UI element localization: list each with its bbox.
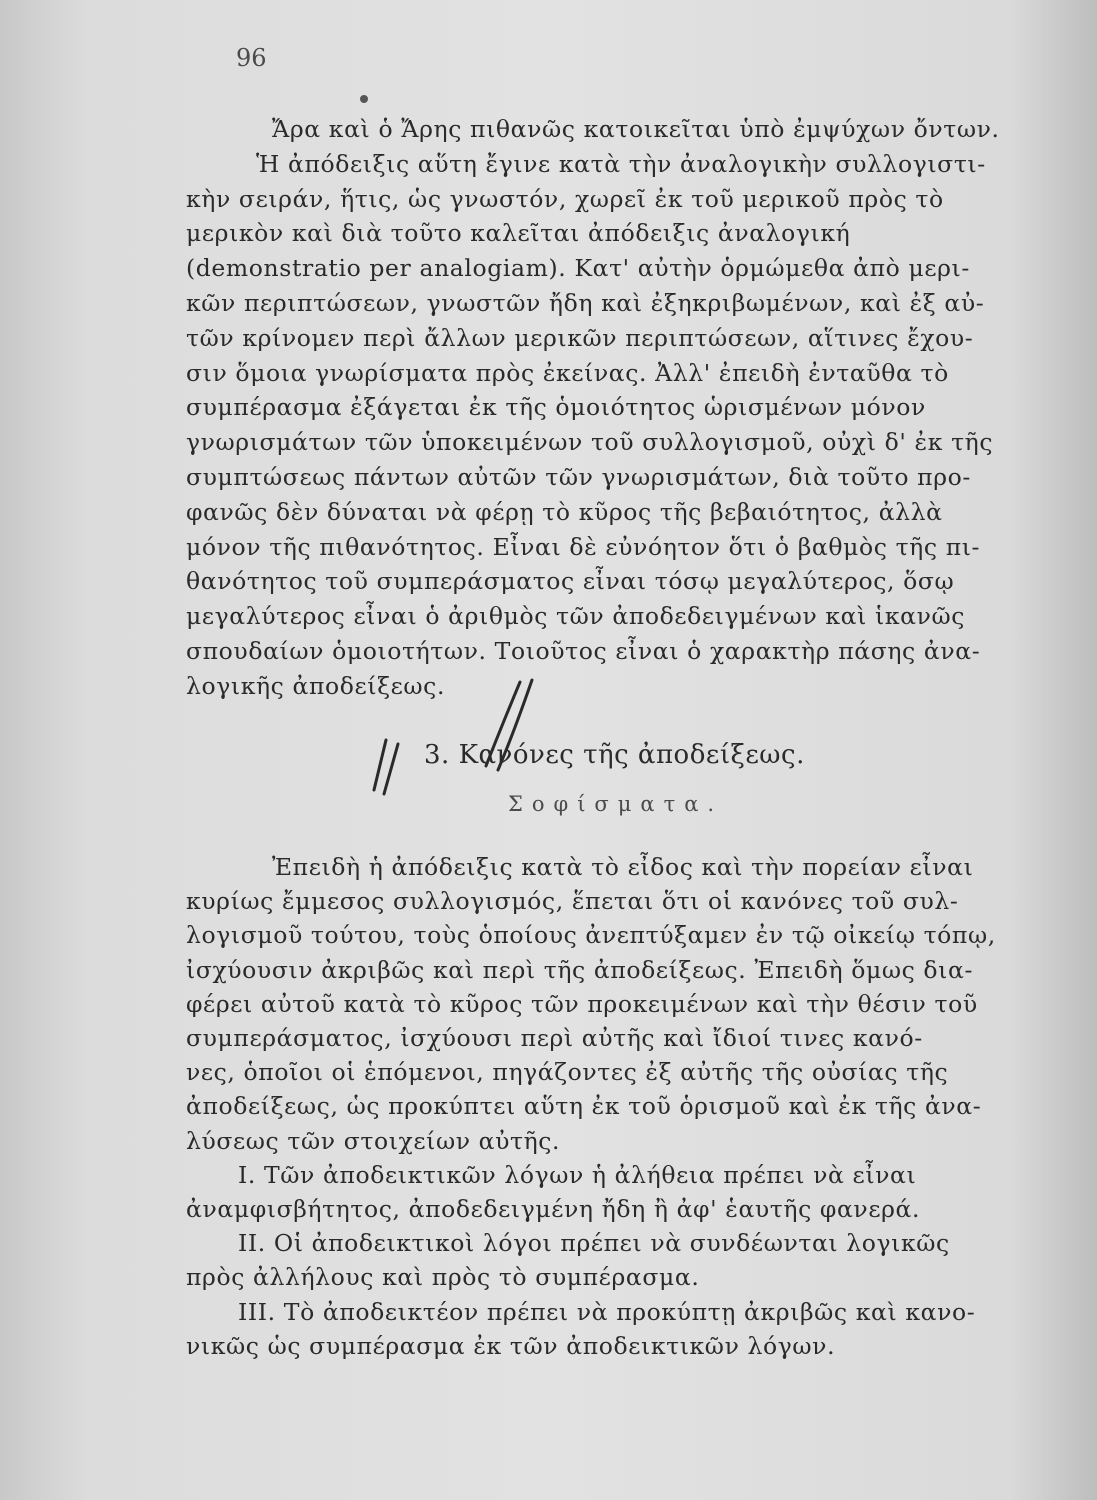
text-line: γνωρισμάτων τῶν ὑποκειμένων τοῦ συλλογισμοῦ, οὐχὶ δ' ἐκ τῆς bbox=[186, 428, 994, 457]
text-line: ἀποδείξεως, ὡς προκύπτει αὕτη ἐκ τοῦ ὁρισμοῦ καὶ ἐκ τῆς ἀνα- bbox=[186, 1092, 982, 1121]
text-line: φανῶς δὲν δύναται νὰ φέρῃ τὸ κῦρος τῆς βεβαιότητος, ἀλλὰ bbox=[186, 497, 943, 526]
text-line: ἰσχύουσιν ἀκριβῶς καὶ περὶ τῆς ἀποδείξεως. Ἐπειδὴ ὅμως δια- bbox=[186, 955, 974, 984]
text-line: τῶν κρίνομεν περὶ ἄλλων μερικῶν περιπτώσεων, αἵτινες ἔχου- bbox=[186, 323, 974, 352]
text-line: συμπεράσματος, ἰσχύουσι περὶ αὐτῆς καὶ ἴδιοί τινες κανό- bbox=[186, 1024, 923, 1053]
text-line: νες, ὁποῖοι οἱ ἑπόμενοι, πηγάζοντες ἐξ αὐτῆς τῆς οὐσίας τῆς bbox=[186, 1058, 949, 1087]
text-line: φέρει αὐτοῦ κατὰ τὸ κῦρος τῶν προκειμένων καὶ τὴν θέσιν τοῦ bbox=[186, 989, 978, 1018]
rule-3-line: νικῶς ὡς συμπέρασμα ἐκ τῶν ἀποδεικτικῶν λόγων. bbox=[186, 1331, 836, 1360]
paragraph-rules-of-proof bbox=[186, 850, 1056, 1363]
rule-1-line: I. Τῶν ἀποδεικτικῶν λόγων ἡ ἀλήθεια πρέπει νὰ εἶναι bbox=[238, 1160, 917, 1189]
text-line: λύσεως τῶν στοιχείων αὐτῆς. bbox=[186, 1126, 561, 1155]
rule-1-line: ἀναμφισβήτητος, ἀποδεδειγμένη ἤδη ἢ ἀφ' ἑαυτῆς φανερά. bbox=[186, 1195, 921, 1224]
text-line: θανότητος τοῦ συμπεράσματος εἶναι τόσῳ μεγαλύτερος, ὅσῳ bbox=[186, 567, 955, 596]
handwritten-slash-marks bbox=[370, 670, 560, 800]
section-subheading: Σοφίσματα. bbox=[508, 792, 724, 816]
text-line: σιν ὅμοια γνωρίσματα πρὸς ἐκείνας. Ἀλλ' ἐπειδὴ ἐνταῦθα τὸ bbox=[186, 358, 949, 387]
rule-3-line: III. Τὸ ἀποδεικτέον πρέπει νὰ προκύπτῃ ἀκριβῶς καὶ κανο- bbox=[238, 1297, 976, 1326]
text-line: συμπτώσεως πάντων αὐτῶν τῶν γνωρισμάτων, διὰ τοῦτο προ- bbox=[186, 462, 971, 491]
text-line: σπουδαίων ὁμοιοτήτων. Τοιοῦτος εἶναι ὁ χαρακτὴρ πάσης ἀνα- bbox=[186, 636, 981, 665]
rule-2-line: II. Οἱ ἀποδεικτικοὶ λόγοι πρέπει νὰ συνδέωνται λογικῶς bbox=[238, 1229, 950, 1258]
text-line: (demonstratio per analogiam). Κατ' αὐτὴν ὁρμώμεθα ἀπὸ μερι- bbox=[186, 254, 970, 283]
text-line: Ἡ ἀπόδειξις αὕτη ἔγινε κατὰ τὴν ἀναλογικὴν συλλογιστι- bbox=[256, 149, 986, 178]
section-heading: 3. Κανόνες τῆς ἀποδείξεως. bbox=[424, 740, 805, 770]
text-line: μερικὸν καὶ διὰ τοῦτο καλεῖται ἀπόδειξις ἀναλογική bbox=[186, 219, 851, 248]
text-line: μόνον τῆς πιθανότητος. Εἶναι δὲ εὐνόητον ὅτι ὁ βαθμὸς τῆς πι- bbox=[186, 532, 981, 561]
text-line: κυρίως ἔμμεσος συλλογισμός, ἕπεται ὅτι οἱ κανόνες τοῦ συλ- bbox=[186, 887, 959, 916]
ink-dot bbox=[360, 95, 368, 103]
text-line: κὴν σειράν, ἥτις, ὡς γνωστόν, χωρεῖ ἐκ τοῦ μερικοῦ πρὸς τὸ bbox=[186, 184, 944, 213]
text-line: μεγαλύτερος εἶναι ὁ ἀριθμὸς τῶν ἀποδεδειγμένων καὶ ἱκανῶς bbox=[186, 602, 966, 631]
text-line: λογικῆς ἀποδείξεως. bbox=[186, 671, 446, 700]
text-line: Ἐπειδὴ ἡ ἀπόδειξις κατὰ τὸ εἶδος καὶ τὴν πορείαν εἶναι bbox=[272, 853, 974, 881]
text-line: κῶν περιπτώσεων, γνωστῶν ἤδη καὶ ἐξηκριβωμένων, καὶ ἐξ αὐ- bbox=[186, 288, 985, 317]
text-line: Ἄρα καὶ ὁ Ἄρης πιθανῶς κατοικεῖται ὑπὸ ἐμψύχων ὄντων. bbox=[272, 115, 1000, 143]
paragraph-analogical-proof bbox=[186, 112, 1046, 704]
page-number: 96 bbox=[236, 44, 267, 72]
rule-2-line: πρὸς ἀλλήλους καὶ πρὸς τὸ συμπέρασμα. bbox=[186, 1263, 700, 1292]
text-line: συμπέρασμα ἐξάγεται ἐκ τῆς ὁμοιότητος ὡρισμένων μόνον bbox=[186, 393, 926, 422]
text-line: λογισμοῦ τούτου, τοὺς ὁποίους ἀνεπτύξαμεν ἐν τῷ οἰκείῳ τόπῳ, bbox=[186, 921, 996, 950]
